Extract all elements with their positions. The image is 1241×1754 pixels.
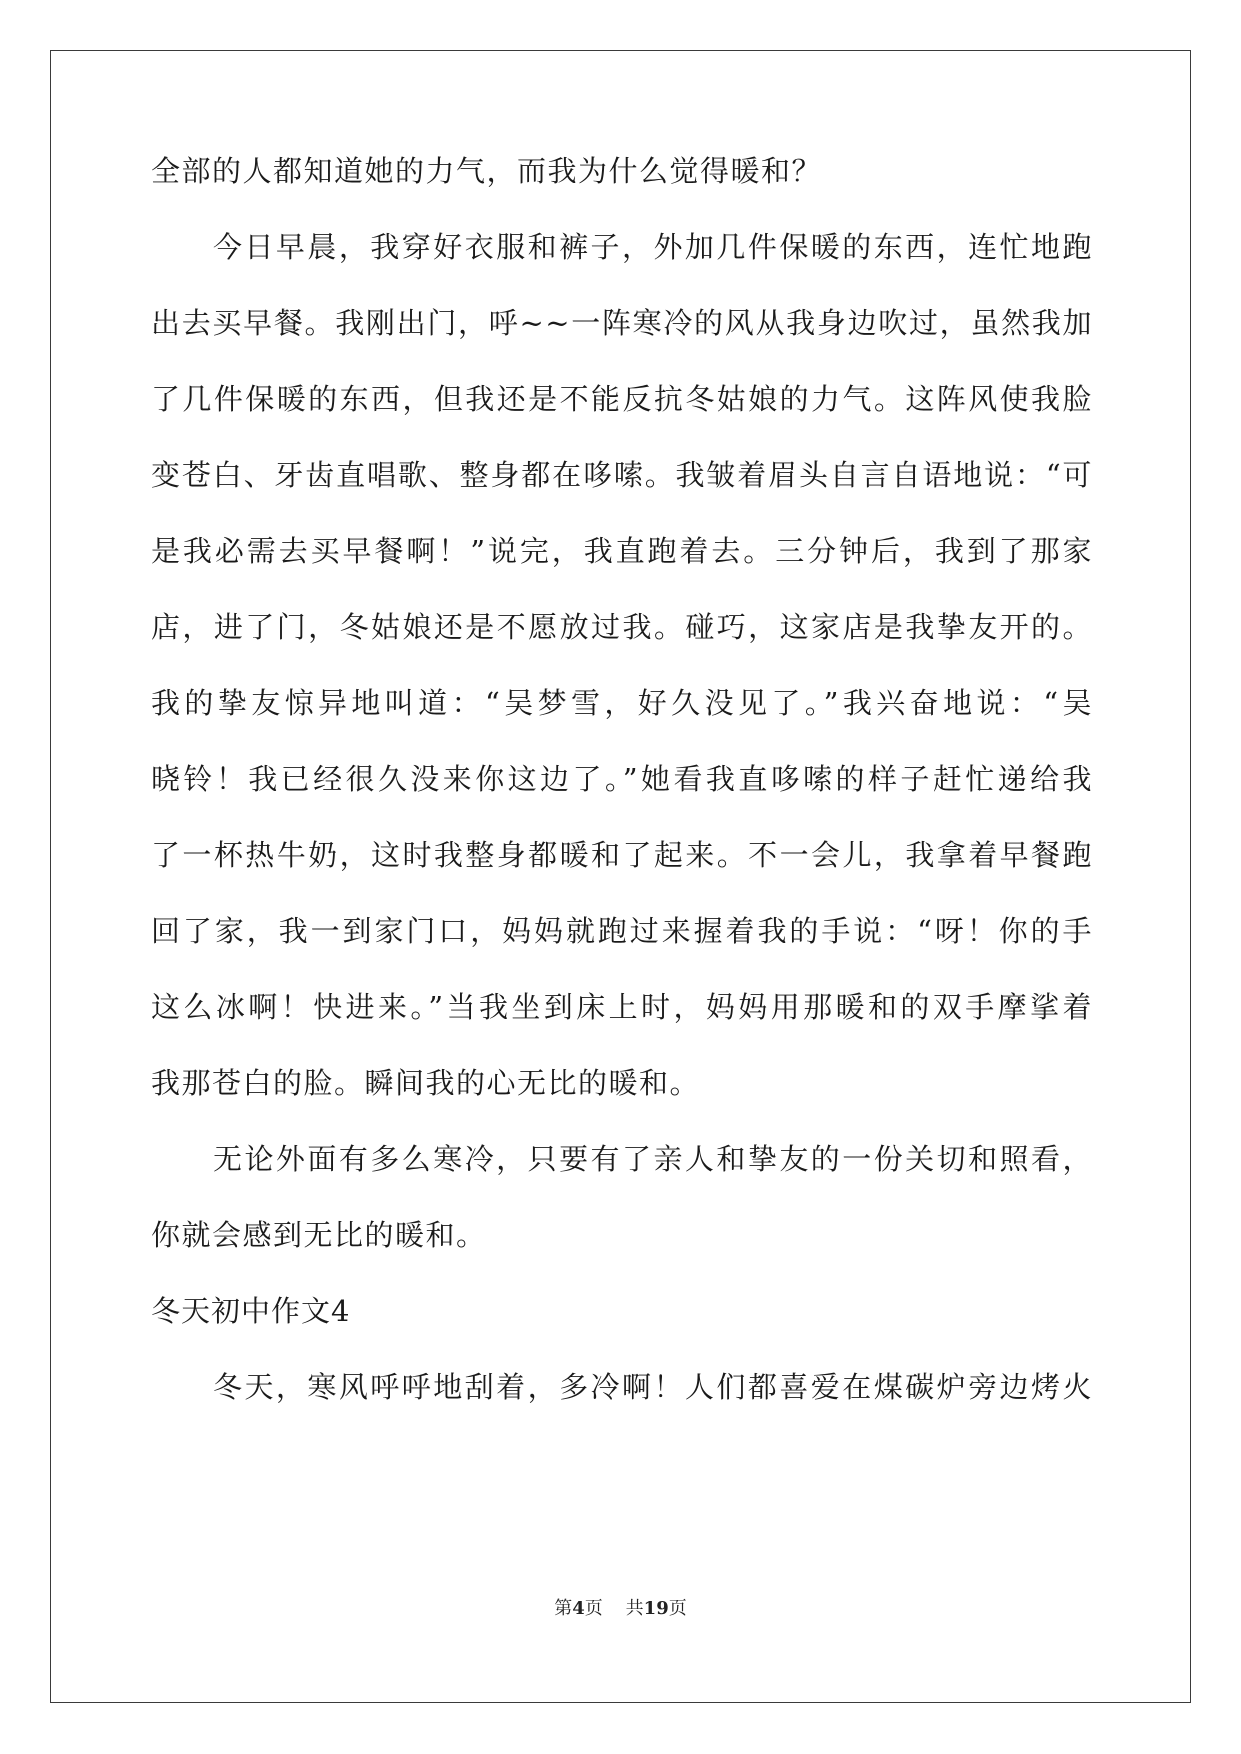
- text-line: 我的挚友惊异地叫道：“吴梦雪，好久没见了。”我兴奋地说：“吴: [151, 686, 1093, 720]
- text-line: 店，进了门，冬姑娘还是不愿放过我。碰巧，这家店是我挚友开的。: [151, 610, 1093, 644]
- paragraph-start-line: 今日早晨，我穿好衣服和裤子，外加几件保暖的东西，连忙地跑: [213, 230, 1093, 264]
- footer-page-suffix: 页: [584, 1598, 603, 1619]
- section-heading: 冬天初中作文4: [151, 1294, 351, 1328]
- total-page-count: 19: [643, 1598, 669, 1619]
- text-line: 这么冰啊！快进来。”当我坐到床上时，妈妈用那暖和的双手摩挲着: [151, 990, 1093, 1024]
- text-line: 出去买早餐。我刚出门，呼~~一阵寒冷的风从我身边吹过，虽然我加: [151, 306, 1093, 340]
- text-line: 变苍白、牙齿直唱歌、整身都在哆嗦。我皱着眉头自言自语地说：“可: [151, 458, 1093, 492]
- footer-total-prefix: 共: [625, 1598, 644, 1619]
- footer-total-suffix: 页: [668, 1598, 687, 1619]
- footer-prefix: 第: [554, 1598, 573, 1619]
- current-page-number: 4: [572, 1598, 585, 1619]
- text-line: 全部的人都知道她的力气，而我为什么觉得暖和？: [151, 154, 823, 188]
- text-line: 是我必需去买早餐啊！”说完，我直跑着去。三分钟后，我到了那家: [151, 534, 1093, 568]
- page-footer: [0, 1597, 1241, 1621]
- paragraph-start-line: 冬天，寒风呼呼地刮着，多冷啊！人们都喜爱在煤碳炉旁边烤火: [213, 1370, 1093, 1404]
- page-frame: [50, 50, 1191, 1703]
- text-line: 了几件保暖的东西，但我还是不能反抗冬姑娘的力气。这阵风使我脸: [151, 382, 1093, 416]
- text-line: 了一杯热牛奶，这时我整身都暖和了起来。不一会儿，我拿着早餐跑: [151, 838, 1093, 872]
- text-line: 晓铃！我已经很久没来你这边了。”她看我直哆嗦的样子赶忙递给我: [151, 762, 1093, 796]
- paragraph-start-line: 无论外面有多么寒冷，只要有了亲人和挚友的一份关切和照看，: [213, 1142, 1093, 1176]
- text-line: 你就会感到无比的暖和。: [151, 1218, 487, 1252]
- text-line: 我那苍白的脸。瞬间我的心无比的暖和。: [151, 1066, 701, 1100]
- text-line: 回了家，我一到家门口，妈妈就跑过来握着我的手说：“呀！你的手: [151, 914, 1093, 948]
